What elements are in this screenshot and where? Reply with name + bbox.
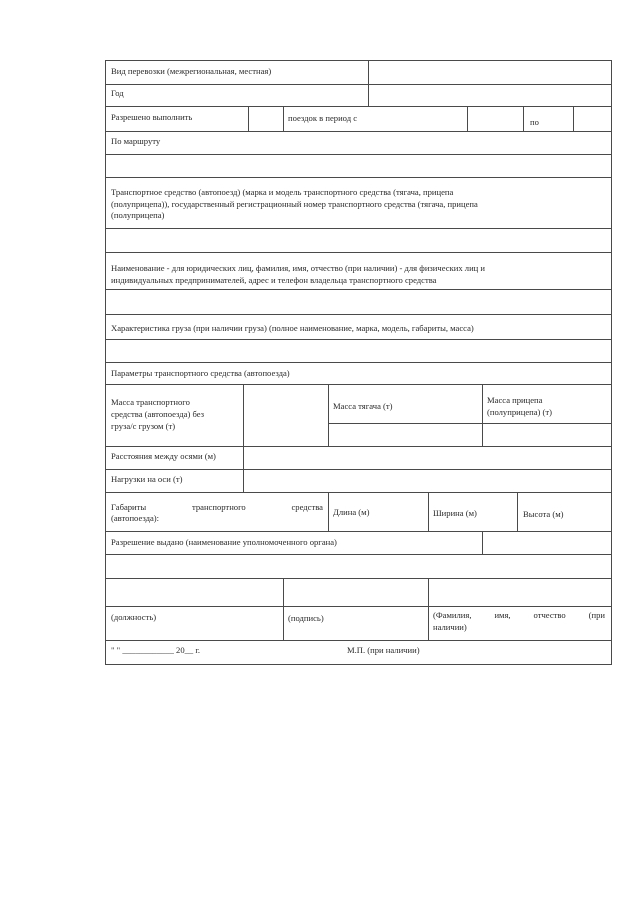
rule: [105, 60, 612, 61]
to-label: по: [530, 117, 539, 127]
rule: [105, 640, 612, 641]
rule: [105, 131, 612, 132]
vehicle-label-3: (полуприцепа): [111, 210, 165, 220]
rule: [105, 289, 612, 290]
rule: [105, 446, 612, 447]
divider: [482, 384, 483, 447]
vehicle-params-label: Параметры транспортного средства (автопоезда): [111, 368, 290, 378]
cargo-label: Характеристика груза (при наличии груза) (полное наименование, марка, модель, габариты, масса): [111, 323, 474, 333]
dims-label-2: (автопоезда):: [111, 513, 160, 523]
divider: [428, 578, 429, 641]
divider: [328, 384, 329, 447]
divider: [243, 384, 244, 447]
owner-label-2: индивидуальных предпринимателей, адрес и телефон владельца транспортного средства: [111, 275, 437, 285]
length-label: Длина (м): [333, 507, 370, 517]
axle-loads-label: Нагрузки на оси (т): [111, 474, 183, 484]
rule: [105, 554, 612, 555]
rule: [105, 339, 612, 340]
rule: [105, 106, 612, 107]
divider: [428, 492, 429, 532]
issued-by-label: Разрешение выдано (наименование уполномоченного органа): [111, 537, 337, 547]
rule: [105, 664, 612, 665]
rule: [105, 177, 612, 178]
owner-label-1: Наименование - для юридических лиц, фамилия, имя, отчество (при наличии) - для физических лиц и: [111, 263, 486, 273]
mass-trailer-label-2: (полуприцепа) (т): [487, 407, 553, 417]
divider: [243, 446, 244, 493]
rule: [105, 384, 612, 385]
rule: [105, 228, 612, 229]
divider: [573, 106, 574, 132]
mass-tractor-label: Масса тягача (т): [333, 401, 393, 411]
rule: [105, 154, 612, 155]
axle-distance-label: Расстояния между осями (м): [111, 451, 216, 461]
transport-type-label: Вид перевозки (межрегиональная, местная): [111, 66, 272, 76]
border-left: [105, 60, 106, 665]
trips-period-label: поездок в период с: [288, 113, 358, 123]
rule: [105, 469, 612, 470]
rule: [105, 252, 612, 253]
route-label: По маршруту: [111, 136, 161, 146]
divider: [328, 492, 329, 532]
allowed-label: Разрешено выполнить: [111, 112, 193, 122]
divider: [283, 578, 284, 641]
height-label: Высота (м): [523, 509, 564, 519]
vehicle-label-1: Транспортное средство (автопоезд) (марка и модель транспортного средства (тягача, прицепа: [111, 187, 454, 197]
rule: [105, 362, 612, 363]
border-right: [611, 60, 612, 665]
mass-trailer-label-1: Масса прицепа: [487, 395, 543, 405]
vehicle-label-2: (полуприцепа)), государственный регистрационный номер транспортного средства (тягача, прицепа: [111, 199, 478, 209]
rule: [328, 423, 612, 424]
name-label-2: наличии): [433, 622, 467, 632]
divider: [523, 106, 524, 132]
divider: [248, 106, 249, 132]
rule: [105, 492, 612, 493]
rule: [105, 84, 612, 85]
divider: [368, 60, 369, 107]
name-label-1: (Фамилия, имя, отчество (при: [433, 610, 605, 620]
divider: [467, 106, 468, 132]
rule: [105, 578, 612, 579]
divider: [283, 106, 284, 132]
stamp-label: М.П. (при наличии): [347, 645, 420, 655]
mass-vehicle-label-1: Масса транспортного: [111, 397, 190, 407]
signature-label: (подпись): [288, 613, 324, 623]
date-line: " " ____________ 20__ г.: [111, 645, 201, 655]
width-label: Ширина (м): [433, 508, 477, 518]
rule: [105, 606, 612, 607]
dims-label-1: Габариты транспортного средства: [111, 502, 323, 512]
divider: [482, 531, 483, 555]
year-label: Год: [111, 88, 124, 98]
mass-vehicle-label-2: средства (автопоезда) без: [111, 409, 205, 419]
rule: [105, 314, 612, 315]
mass-vehicle-label-3: груза/с грузом (т): [111, 421, 176, 431]
rule: [105, 531, 612, 532]
position-label: (должность): [111, 612, 157, 622]
divider: [517, 492, 518, 532]
